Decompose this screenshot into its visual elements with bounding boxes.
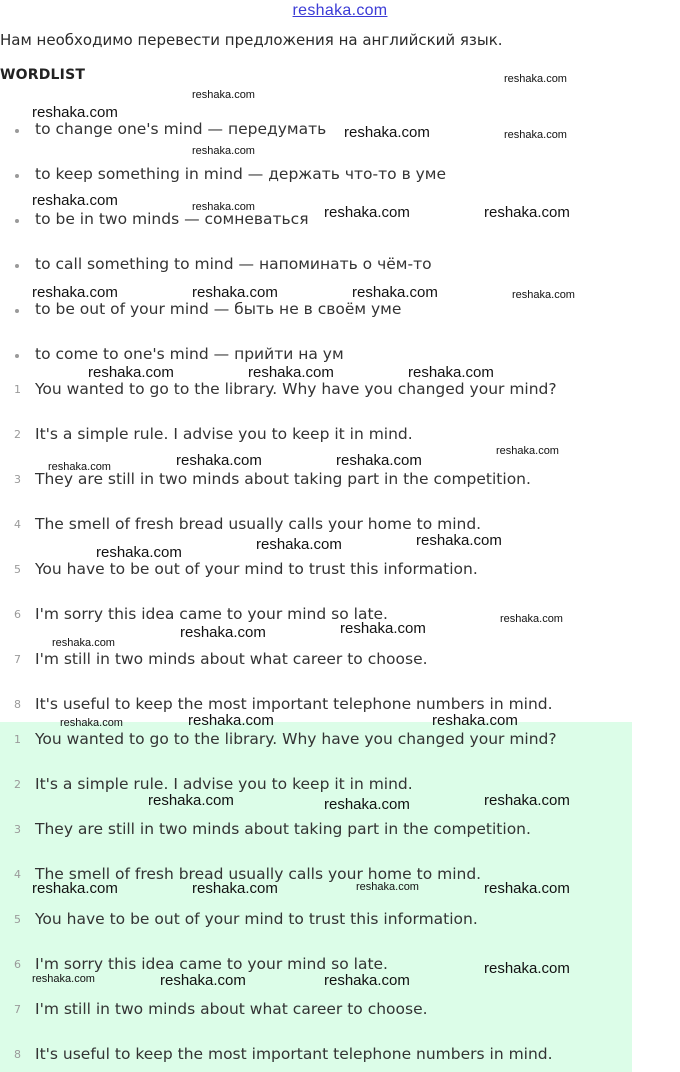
item-number: 7 <box>14 1003 21 1016</box>
watermark: reshaka.com <box>188 712 274 729</box>
watermark: reshaka.com <box>416 532 502 549</box>
item-number: 3 <box>14 473 21 486</box>
watermark: reshaka.com <box>336 452 422 469</box>
exercise-item-text: The smell of fresh bread usually calls your home to mind. <box>35 515 482 533</box>
answer-item-text: You wanted to go to the library. Why have you changed your mind? <box>35 730 557 748</box>
watermark: reshaka.com <box>496 445 559 457</box>
watermark: reshaka.com <box>504 129 567 141</box>
watermark: reshaka.com <box>344 124 430 141</box>
exercise-item-text: They are still in two minds about taking part in the competition. <box>35 470 531 488</box>
item-number: 1 <box>14 383 21 396</box>
watermark: reshaka.com <box>176 452 262 469</box>
watermark: reshaka.com <box>192 89 255 101</box>
watermark: reshaka.com <box>192 145 255 157</box>
watermark: reshaka.com <box>32 284 118 301</box>
wordlist-item-text: to be out of your mind — быть не в своём уме <box>35 300 402 318</box>
exercise-item-text: It's useful to keep the most important telephone numbers in mind. <box>35 695 553 713</box>
watermark: reshaka.com <box>160 972 246 989</box>
watermark: reshaka.com <box>324 796 410 813</box>
item-number: 7 <box>14 653 21 666</box>
watermark: reshaka.com <box>500 613 563 625</box>
watermark: reshaka.com <box>512 289 575 301</box>
watermark: reshaka.com <box>340 620 426 637</box>
watermark: reshaka.com <box>60 717 123 729</box>
wordlist-item-text: to call something to mind — напоминать о чём-то <box>35 255 432 273</box>
bullet-icon <box>15 219 19 223</box>
watermark: reshaka.com <box>432 712 518 729</box>
watermark: reshaka.com <box>352 284 438 301</box>
exercise-item-text: It's a simple rule. I advise you to keep it in mind. <box>35 425 413 443</box>
watermark: reshaka.com <box>256 536 342 553</box>
answer-item-text: I'm sorry this idea came to your mind so late. <box>35 955 388 973</box>
answer-item-text: The smell of fresh bread usually calls your home to mind. <box>35 865 482 883</box>
watermark: reshaka.com <box>324 972 410 989</box>
wordlist-heading: WORDLIST <box>0 67 86 83</box>
watermark: reshaka.com <box>192 284 278 301</box>
answer-item-text: You have to be out of your mind to trust this information. <box>35 910 478 928</box>
watermark: reshaka.com <box>96 544 182 561</box>
bullet-icon <box>15 174 19 178</box>
item-number: 5 <box>14 913 21 926</box>
answer-item-text: They are still in two minds about taking part in the competition. <box>35 820 531 838</box>
exercise-item-text: You wanted to go to the library. Why have you changed your mind? <box>35 380 557 398</box>
item-number: 1 <box>14 733 21 746</box>
exercise-item-text: I'm still in two minds about what career to choose. <box>35 650 428 668</box>
watermark: reshaka.com <box>32 192 118 209</box>
watermark: reshaka.com <box>192 201 255 213</box>
site-link[interactable]: reshaka.com <box>292 2 388 19</box>
watermark: reshaka.com <box>484 960 570 977</box>
watermark: reshaka.com <box>32 104 118 121</box>
instruction-text: Нам необходимо перевести предложения на английский язык. <box>0 31 503 49</box>
watermark: reshaka.com <box>148 792 234 809</box>
answer-item-text: It's a simple rule. I advise you to keep it in mind. <box>35 775 413 793</box>
watermark: reshaka.com <box>324 204 410 221</box>
watermark: reshaka.com <box>504 73 567 85</box>
item-number: 6 <box>14 958 21 971</box>
watermark: reshaka.com <box>52 637 115 649</box>
bullet-icon <box>15 309 19 313</box>
watermark: reshaka.com <box>356 881 419 893</box>
item-number: 6 <box>14 608 21 621</box>
watermark: reshaka.com <box>484 204 570 221</box>
item-number: 2 <box>14 428 21 441</box>
watermark: reshaka.com <box>484 792 570 809</box>
watermark: reshaka.com <box>180 624 266 641</box>
watermark: reshaka.com <box>32 880 118 897</box>
wordlist-item-text: to come to one's mind — прийти на ум <box>35 345 344 363</box>
watermark: reshaka.com <box>408 364 494 381</box>
item-number: 2 <box>14 778 21 791</box>
item-number: 5 <box>14 563 21 576</box>
wordlist-item-text: to change one's mind — передумать <box>35 120 327 138</box>
item-number: 4 <box>14 518 21 531</box>
item-number: 3 <box>14 823 21 836</box>
watermark: reshaka.com <box>48 461 111 473</box>
watermark: reshaka.com <box>484 880 570 897</box>
watermark: reshaka.com <box>88 364 174 381</box>
exercise-item-text: You have to be out of your mind to trust this information. <box>35 560 478 578</box>
watermark: reshaka.com <box>192 880 278 897</box>
bullet-icon <box>15 129 19 133</box>
wordlist-item-text: to be in two minds — сомневаться <box>35 210 309 228</box>
bullet-icon <box>15 264 19 268</box>
bullet-icon <box>15 354 19 358</box>
item-number: 4 <box>14 868 21 881</box>
answer-item-text: It's useful to keep the most important telephone numbers in mind. <box>35 1045 553 1063</box>
item-number: 8 <box>14 698 21 711</box>
wordlist-item-text: to keep something in mind — держать что-то в уме <box>35 165 447 183</box>
exercise-item-text: I'm sorry this idea came to your mind so late. <box>35 605 388 623</box>
watermark: reshaka.com <box>32 973 95 985</box>
answer-item-text: I'm still in two minds about what career to choose. <box>35 1000 428 1018</box>
watermark: reshaka.com <box>248 364 334 381</box>
item-number: 8 <box>14 1048 21 1061</box>
